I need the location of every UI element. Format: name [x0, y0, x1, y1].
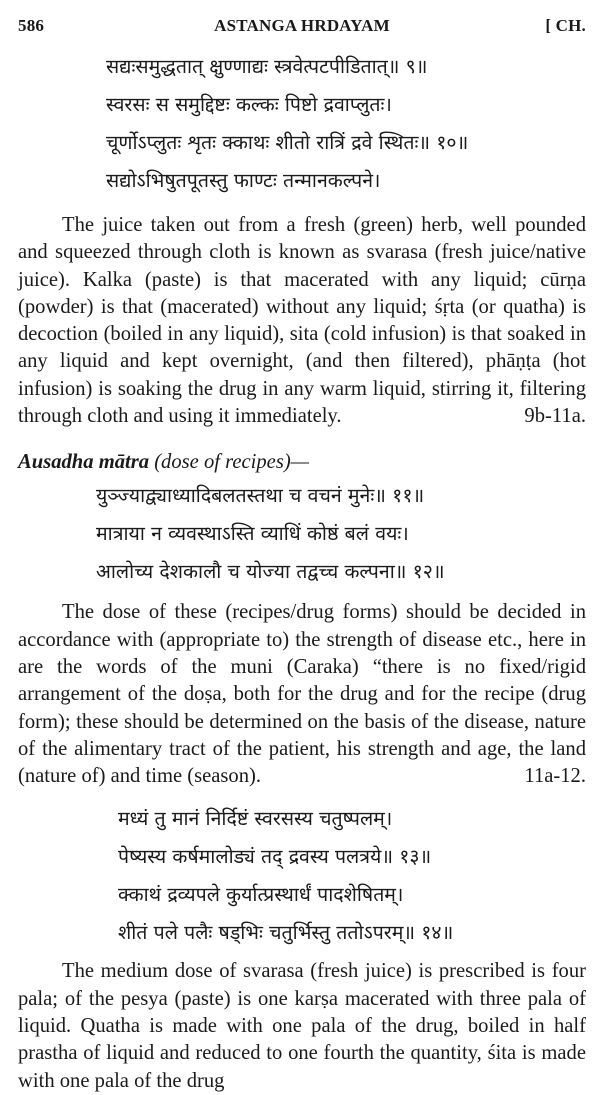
- paragraph-text: The medium dose of svarasa (fresh juice) is prescribed is four pala; of the pesya (paste) is one karṣa macerated with three pala of liquid. Quatha is made with one pala of the drug, boiled in half prastha of liquid and reduced to one fourth the quantity, śita is made with one pala of the drug: [18, 960, 586, 1092]
- running-header: [18, 0, 586, 46]
- translation-paragraph-3: [18, 958, 586, 1094]
- page-number: 586: [18, 16, 45, 35]
- sanskrit-verse-block-2: [18, 477, 586, 591]
- verse-line: मध्यं तु मानं निर्दिष्टं स्वरसस्य चतुष्पलम्।: [118, 807, 393, 831]
- chapter-marker: [ CH.: [545, 16, 586, 35]
- verse-line: सद्योऽभिषुतपूतस्तु फाण्टः तन्मानकल्पने।: [106, 169, 381, 192]
- section-title: Ausadha mātra: [18, 451, 150, 474]
- verse-line: चूर्णोऽप्लुतः शृतः क्काथः शीतो रात्रिं द्रवे स्थितः॥ १०॥: [106, 131, 469, 154]
- verse-reference: 11a-12.: [524, 765, 586, 788]
- verse-line: शीतं पले पलैः षड्भिः चतुर्भिस्तु ततोऽपरम्॥ १४॥: [118, 921, 454, 945]
- sanskrit-verse-block-1: [18, 48, 586, 200]
- sanskrit-verse-block-3: [18, 800, 586, 952]
- verse-line: क्काथं द्रव्यपले कुर्यात्प्रस्थार्धं पादशेषितम्।: [118, 883, 404, 907]
- paragraph-text: The juice taken out from a fresh (green) herb, well pounded and squeezed through cloth is known as svarasa (fresh juice/native juice). Kalka (paste) is that macerated with any liquid; cūrṇa (powder) is that (macerated) without any liquid; śṛta (or quatha) is decoction (boiled in any liquid), sita (cold infusion) is that soaked in any liquid and kept overnight, (and then filtered), phāṇṭa (hot infusion) is soaking the drug in any warm liquid, stirring it, filtering through cloth and using it immediately.: [18, 214, 586, 428]
- section-subtitle: (dose of recipes)—: [154, 451, 309, 474]
- book-title: ASTANGA HRDAYAM: [214, 16, 390, 35]
- paragraph-text: The dose of these (recipes/drug forms) should be decided in accordance with (appropriate to) the strength of disease etc., here in are the words of the muni (Caraka) “there is no fixed/rigid arrangement of the doṣa, both for the drug and for the recipe (drug form); these should be determined on the basis of the disease, nature of the alimentary tract of the patient, his strength and age, the land (nature of) and time (season).: [18, 601, 586, 788]
- verse-line: आलोच्य देशकालौ च योज्या तद्वच्च कल्पना॥ १२॥: [96, 560, 445, 584]
- verse-line: स्वरसः स समुद्दिष्टः कल्कः पिष्टो द्रवाप्लुतः।: [106, 93, 392, 116]
- verse-line: पेष्यस्य कर्षमालोड्यं तद् द्रवस्य पलत्रये॥ १३॥: [118, 845, 432, 869]
- verse-line: युञ्ज्याद्व्याध्यादिबलतस्तथा च वचनं मुनेः॥ ११॥: [96, 484, 425, 508]
- translation-paragraph-1: [18, 212, 586, 430]
- section-heading: [18, 447, 586, 477]
- translation-paragraph-2: [18, 599, 586, 790]
- verse-line: सद्यःसमुद्धतात् क्षुण्णाद्यः स्त्रवेत्पटपीडितात्॥ ९॥: [106, 55, 428, 78]
- verse-line: मात्राया न व्यवस्थाऽस्ति व्याधिं कोष्ठं बलं वयः।: [96, 522, 409, 546]
- verse-reference: 9b-11a.: [524, 405, 586, 428]
